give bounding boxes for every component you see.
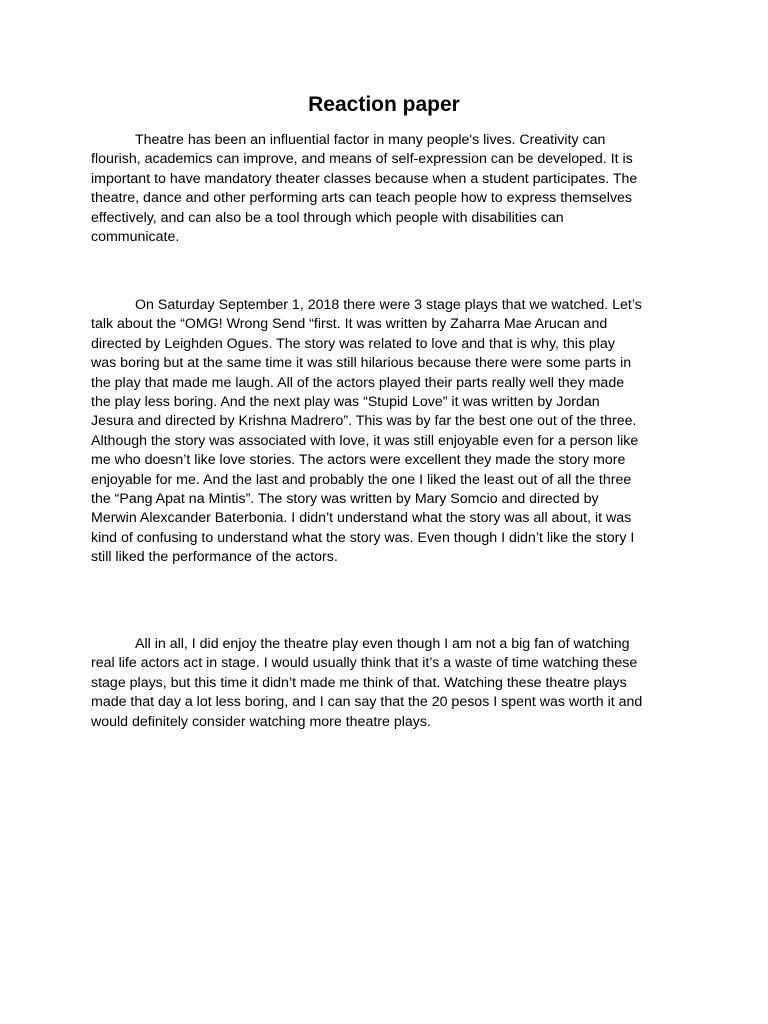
paragraph-line: talk about the “OMG! Wrong Send “first. It was written by Zaharra Mae Arucan and [91,316,608,333]
paragraph-line: the play that made me laugh. All of the actors played their parts really well they made [91,374,625,391]
paragraph-conclusion [91,635,686,732]
paragraph-line: Although the story was associated with love, it was still enjoyable even for a person like [91,432,639,449]
paragraph-line: would definitely consider watching more theatre plays. [91,713,431,730]
paragraph-line: theatre, dance and other performing arts can teach people how to express themselves [91,190,633,207]
paragraph-line: On Saturday September 1, 2018 there were 3 stage plays that we watched. Let’s [135,297,642,313]
paragraph-line: effectively, and can also be a tool through which people with disabilities can [91,209,564,226]
document-title: Reaction paper [308,93,460,116]
paragraph-line: Jesura and directed by Krishna Madrero”. This was by far the best one out of the three. [91,413,637,430]
paragraph-line: the play less boring. And the next play was “Stupid Love” it was written by Jordan [91,394,600,411]
paragraph-line: important to have mandatory theater classes because when a student participates. The [91,170,638,187]
paragraph-line: real life actors act in stage. I would usually think that it’s a waste of time watching these [91,655,638,672]
paragraph-line: still liked the performance of the actors. [91,549,338,566]
paragraph-line: made that day a lot less boring, and I can say that the 20 pesos I spent was worth it and [91,694,643,711]
paragraph-line: the “Pang Apat na Mintis”. The story was written by Mary Somcio and directed by [91,491,599,508]
paragraph-line: flourish, academics can improve, and means of self-expression can be developed. It is [91,151,633,168]
paragraph-plays [91,296,686,568]
paragraph-line: enjoyable for me. And the last and probably the one I liked the least out of all the three [91,471,632,488]
paragraph-line: kind of confusing to understand what the story was. Even though I didn’t like the story I [91,529,635,546]
paragraph-intro [91,131,686,247]
paragraph-line: directed by Leighden Ogues. The story was related to love and that is why, this play [91,335,615,352]
paragraph-line: Merwin Alexcander Baterbonia. I didn’t understand what the story was all about, it was [91,510,632,527]
paragraph-line: me who doesn’t like love stories. The actors were excellent they made the story more [91,452,626,469]
paragraph-line: stage plays, but this time it didn’t made me think of that. Watching these theatre plays [91,674,627,691]
paragraph-line: Theatre has been an influential factor in many people's lives. Creativity can [135,132,606,148]
paragraph-line: was boring but at the same time it was still hilarious because there were some parts in [91,355,632,372]
paragraph-line: All in all, I did enjoy the theatre play even though I am not a big fan of watching [135,636,630,652]
paragraph-line: communicate. [91,229,180,246]
